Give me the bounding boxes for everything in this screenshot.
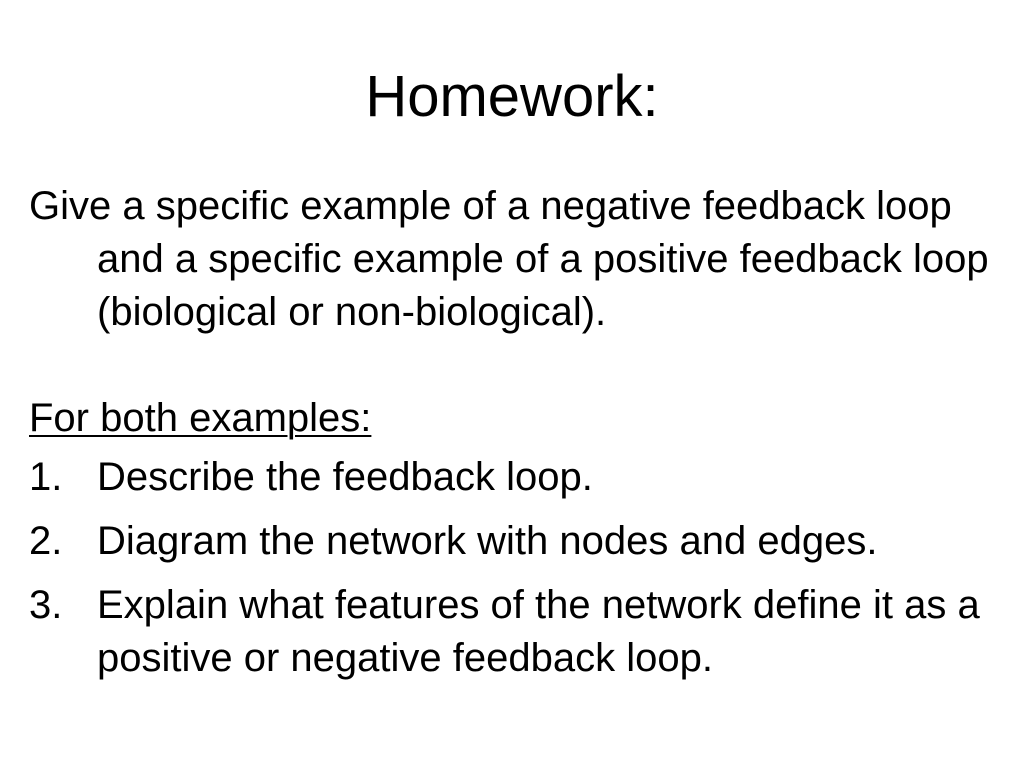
list-item-number: 3.	[29, 583, 63, 627]
steps-list	[29, 451, 999, 685]
list-item-text: Diagram the network with nodes and edges.	[97, 519, 878, 563]
list-item-number: 2.	[29, 519, 63, 563]
section-heading: For both examples:	[29, 396, 372, 440]
list-item-text: Describe the feedback loop.	[97, 455, 593, 499]
intro-paragraph: Give a specific example of a negative feedback loop and a specific example of a positive feedback loop (biological or non-biological).	[29, 184, 989, 334]
slide-title: Homework:	[365, 64, 659, 129]
list-item	[29, 579, 999, 685]
paragraph-spacer	[29, 339, 999, 392]
list-item-text: Explain what features of the network define it as a positive or negative feedback loop.	[97, 583, 980, 680]
slide-body	[29, 180, 999, 685]
list-item	[29, 515, 999, 568]
list-item	[29, 451, 999, 504]
list-item-number: 1.	[29, 455, 63, 499]
